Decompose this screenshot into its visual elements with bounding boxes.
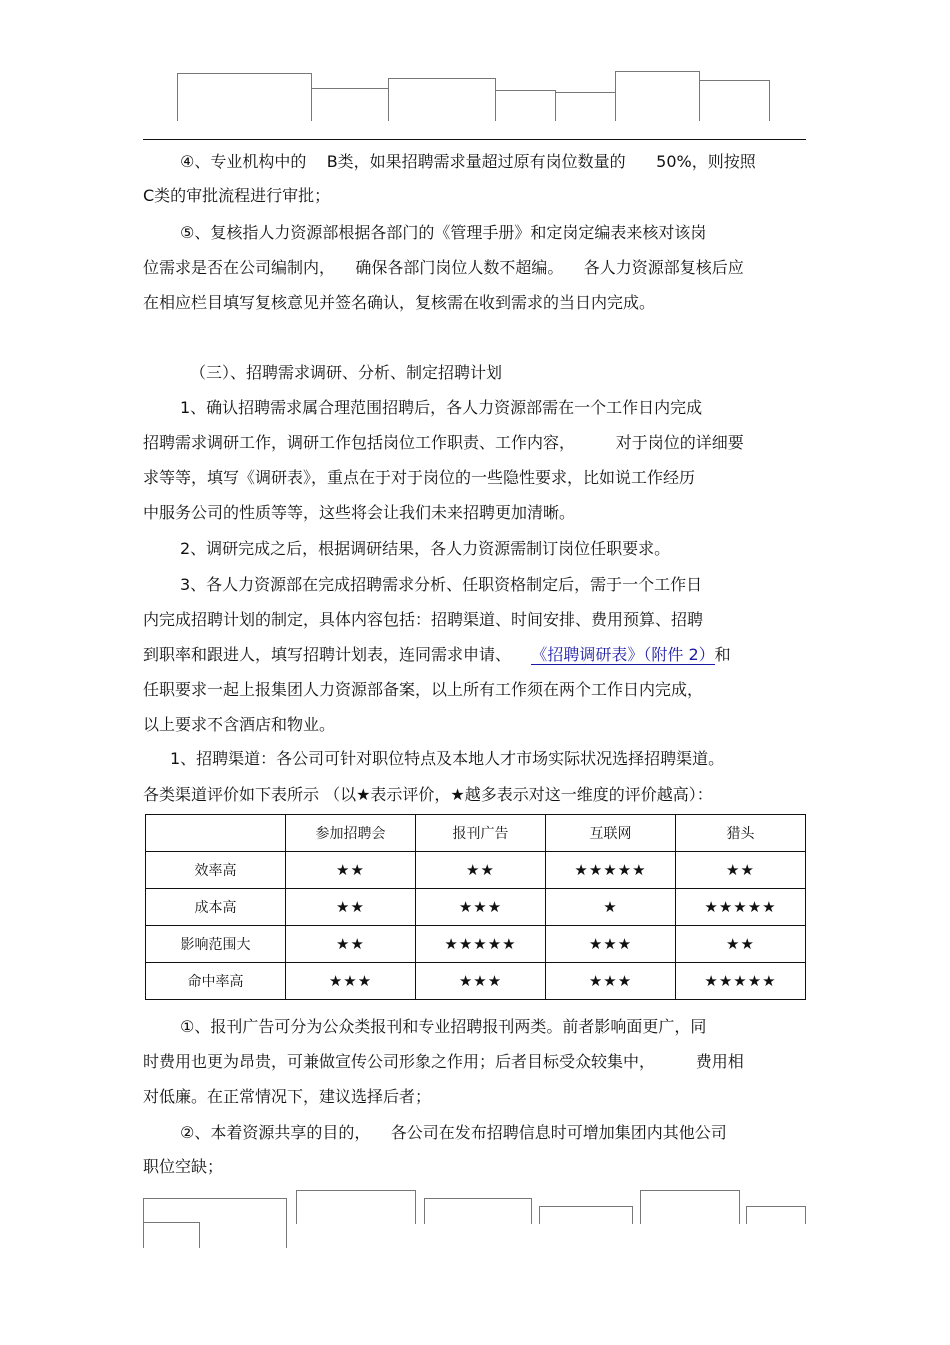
table-row-label: 效率高 [146, 852, 286, 889]
para-5-line-3: 在相应栏目填写复核意见并签名确认，复核需在收到需求的当日内完成。 [143, 293, 656, 312]
top-decoration-2 [311, 88, 389, 121]
table-cell: ★★★★★ [676, 889, 806, 926]
header-rule [143, 139, 806, 140]
item-1-line-1: 1、确认招聘需求属合理范围招聘后，各人力资源部需在一个工作日内完成 [180, 398, 703, 417]
bottom-decoration-7 [746, 1206, 806, 1224]
bottom-decoration-3 [296, 1190, 416, 1224]
table-cell: ★★ [676, 926, 806, 963]
para-4-line-1: ④、专业机构中的 B类，如果招聘需求量超过原有岗位数量的 50%，则按照 [180, 152, 756, 171]
table-cell: ★★★ [546, 963, 676, 1000]
table-cell: ★★ [416, 852, 546, 889]
top-decoration-6 [615, 71, 700, 121]
note-1-line-3: 对低廉。在正常情况下，建议选择后者； [143, 1087, 432, 1106]
item-1-line-4: 中服务公司的性质等等，这些将会让我们未来招聘更加清晰。 [143, 503, 576, 522]
top-decoration-3 [388, 78, 496, 121]
para-5-line-1: ⑤、复核指人力资源部根据各部门的《管理手册》和定岗定编表来核对该岗 [180, 223, 707, 242]
item-3-line-2: 内完成招聘计划的制定，具体内容包括：招聘渠道、时间安排、费用预算、招聘 [143, 610, 704, 629]
note-1-line-2: 时费用也更为昂贵，可兼做宣传公司形象之作用；后者目标受众较集中， 费用相 [143, 1052, 744, 1071]
table-cell: ★★ [676, 852, 806, 889]
item-1-line-2: 招聘需求调研工作，调研工作包括岗位工作职责、工作内容， 对于岗位的详细要 [143, 433, 744, 452]
table-row [146, 852, 806, 889]
table-row-label: 影响范围大 [146, 926, 286, 963]
para-4-line-2: C类的审批流程进行审批； [143, 186, 331, 205]
bottom-decoration-6 [640, 1190, 740, 1224]
top-decoration-4 [495, 90, 556, 121]
table-cell: ★★★★★ [546, 852, 676, 889]
table-row-label: 成本高 [146, 889, 286, 926]
bottom-decoration-2 [143, 1222, 200, 1248]
item-3-line-5: 以上要求不含酒店和物业。 [143, 715, 336, 734]
section-3-title: （三）、招聘需求调研、分析、制定招聘计划 [190, 363, 503, 382]
table-cell: ★★★ [416, 963, 546, 1000]
channels-line-2: 各类渠道评价如下表所示 （以★表示评价，★越多表示对这一维度的评价越高）： [143, 785, 713, 804]
attachment-2-link[interactable]: 《招聘调研表》（附件 2） [531, 645, 715, 664]
channel-evaluation-table [145, 814, 806, 1000]
table-header-cell [146, 815, 286, 852]
top-decoration-1 [177, 73, 312, 121]
table-cell: ★★★ [416, 889, 546, 926]
table-row [146, 963, 806, 1000]
item-2-line-1: 2、调研完成之后，根据调研结果，各人力资源需制订岗位任职要求。 [180, 539, 671, 558]
top-decoration-7 [699, 80, 770, 121]
note-1-line-1: ①、报刊广告可分为公众类报刊和专业招聘报刊两类。前者影响面更广，同 [180, 1017, 707, 1036]
item-3-line-3-text-a: 到职率和跟进人，填写招聘计划表，连同需求申请、 [143, 645, 532, 664]
item-3-line-3-text-b: 和 [714, 645, 731, 664]
table-cell: ★★ [286, 889, 416, 926]
table-row-label: 命中率高 [146, 963, 286, 1000]
bottom-decoration-5 [539, 1206, 633, 1224]
note-2-line-1: ②、本着资源共享的目的， 各公司在发布招聘信息时可增加集团内其他公司 [180, 1123, 727, 1142]
table-header-cell: 参加招聘会 [286, 815, 416, 852]
table-cell: ★★★★★ [676, 963, 806, 1000]
table-row [146, 926, 806, 963]
table-cell: ★★★ [546, 926, 676, 963]
table-header-cell: 猎头 [676, 815, 806, 852]
table-header-cell: 报刊广告 [416, 815, 546, 852]
table-header-cell: 互联网 [546, 815, 676, 852]
item-3-line-3 [143, 644, 731, 666]
table-cell: ★★ [286, 852, 416, 889]
item-3-line-1: 3、各人力资源部在完成招聘需求分析、任职资格制定后，需于一个工作日 [180, 575, 703, 594]
note-2-line-2: 职位空缺； [143, 1157, 224, 1176]
table-cell: ★ [546, 889, 676, 926]
top-decoration-5 [555, 92, 616, 121]
table-cell: ★★★★★ [416, 926, 546, 963]
bottom-decoration-4 [424, 1198, 532, 1224]
table-header-row [146, 815, 806, 852]
item-3-line-4: 任职要求一起上报集团人力资源部备案，以上所有工作须在两个工作日内完成， [143, 680, 704, 699]
table-row [146, 889, 806, 926]
channels-line-1: 1、招聘渠道：各公司可针对职位特点及本地人才市场实际状况选择招聘渠道。 [170, 749, 725, 768]
table-cell: ★★ [286, 926, 416, 963]
table-cell: ★★★ [286, 963, 416, 1000]
item-1-line-3: 求等等，填写《调研表》，重点在于对于岗位的一些隐性要求，比如说工作经历 [143, 468, 696, 487]
para-5-line-2: 位需求是否在公司编制内， 确保各部门岗位人数不超编。 各人力资源部复核后应 [143, 258, 744, 277]
